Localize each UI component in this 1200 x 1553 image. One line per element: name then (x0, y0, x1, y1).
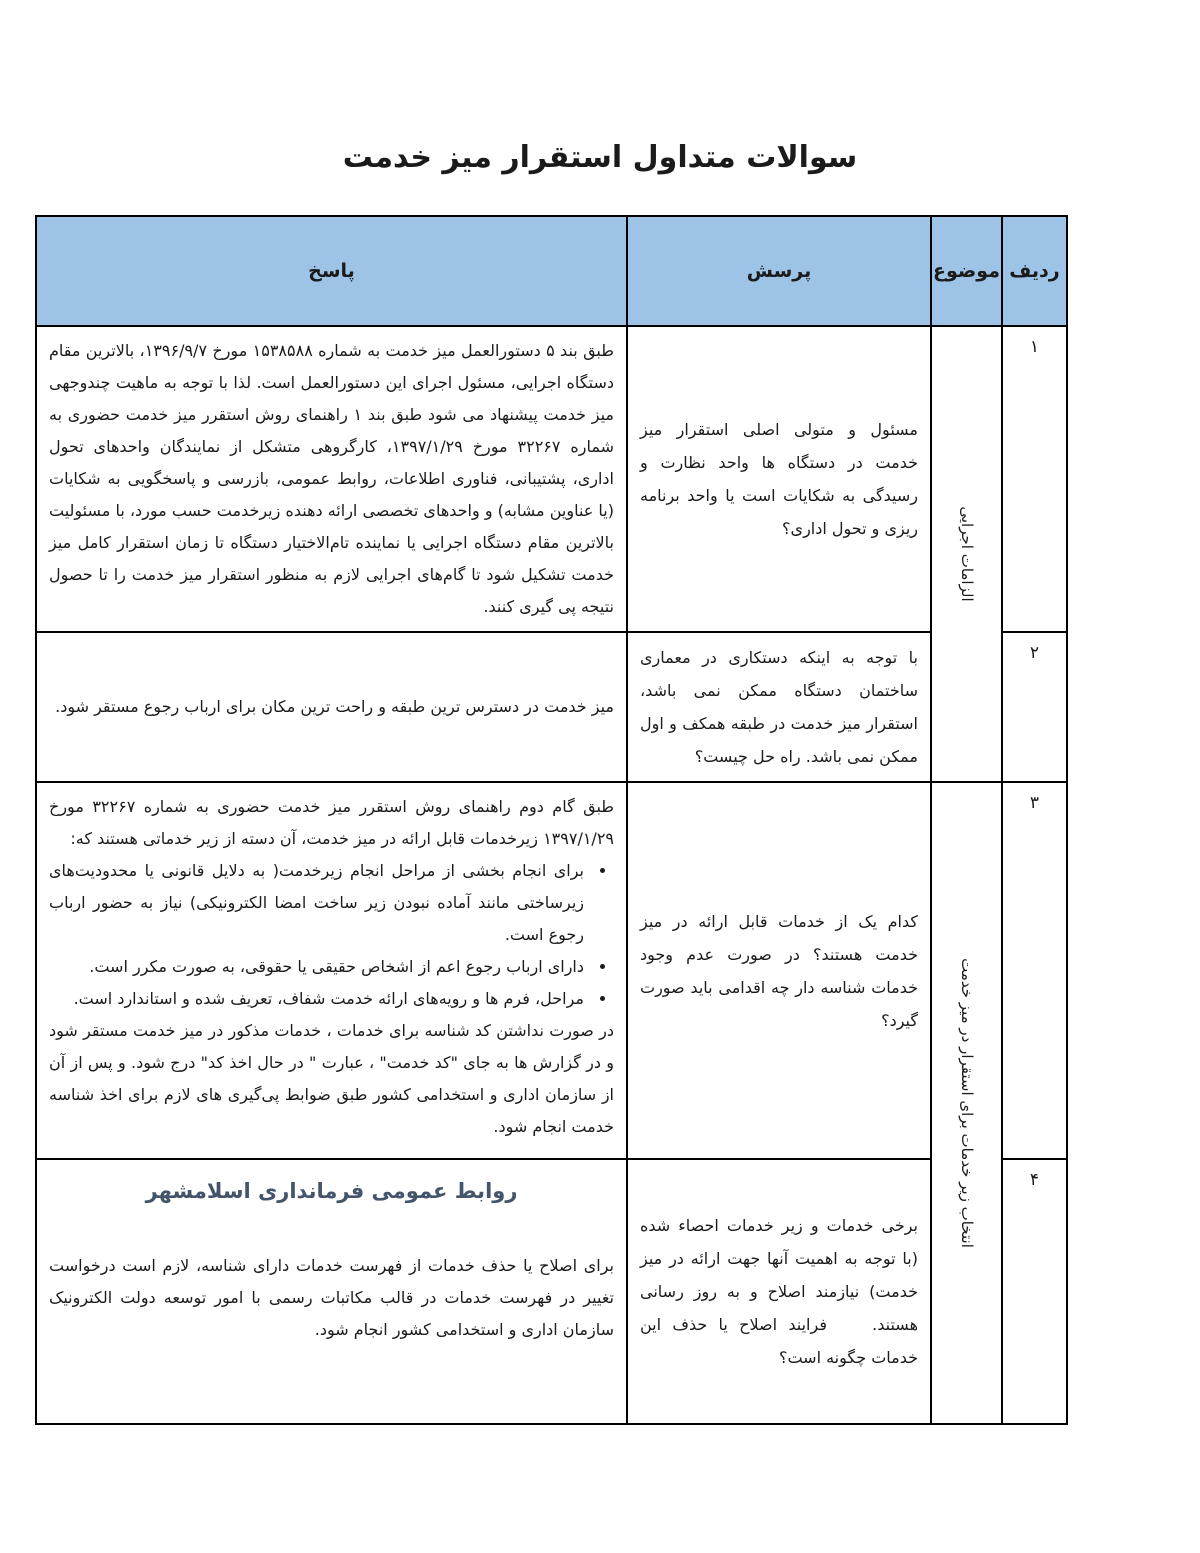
answer-heading: روابط عمومی فرمانداری اسلامشهر (145, 1179, 518, 1203)
header-cell-answer: پاسخ (36, 216, 627, 326)
faq-table (35, 215, 1068, 1425)
header-cell-question: پرسش (627, 216, 931, 326)
answer-text: طبق بند ۵ دستورالعمل میز خدمت به شماره ۱۵۳۸۵۸۸ مورخ ۱۳۹۶/۹/۷، بالاترین مقام دستگاه اجرایی، مسئول اجرای این دستورالعمل است. لذا با توجه به ماهیت چندوجهی میز خدمت پیشنهاد می شود طبق بند ۱ راهنمای روش استقرر میز خدمت حضوری به شماره ۳۲۲۶۷ مورخ ۱۳۹۷/۱/۲۹، کارگروهی متشکل از نمایندگان واحدهای تحول اداری، پشتیبانی، فناوری اطلاعات، روابط عمومی، بازرسی و پاسخگویی به شکایات (یا عناوین مشابه) و واحدهای تخصصی ارائه دهنده زیرخدمت حسب مورد، با مسئولیت بالاترین مقام دستگاه اجرایی یا نماینده تام‌الاختیار دستگاه تا زمان استقرار کامل میز خدمت تشکیل شود تا گام‌های اجرایی لازم به منظور استقرار میز خدمت را تا حصول نتیجه پی گیری کنند. (49, 341, 615, 616)
page-title: سوالات متداول استقرار میز خدمت (342, 140, 858, 175)
header-cell-subject: موضوع (931, 216, 1002, 326)
table-row (36, 632, 1067, 782)
question-text: کدام یک از خدمات قابل ارائه در میز خدمت هستند؟ در صورت عدم وجود خدمات شناسه دار چه اقدامی باید صورت گیرد؟ (640, 911, 918, 1030)
table-row (36, 1159, 1067, 1424)
bullet-item: • دارای ارباب رجوع اعم از اشخاص حقیقی یا حقوقی، به صورت مکرر است. (49, 951, 588, 983)
row-number: ۱ (1002, 326, 1067, 632)
bullet-item: • برای انجام بخشی از مراحل انجام زیرخدمت( به دلایل قانونی یا محدودیت‌های زیرساختی مانند آماده نبودن زیر ساخت امضا الکترونیکی) نیاز به حضور ارباب رجوع است. (49, 855, 588, 951)
vertical-subject-label: الزامات اجرایی (957, 506, 976, 602)
bullet-item: • مراحل، فرم ها و رویه‌های ارائه خدمت شفاف، تعریف شده و استاندارد است. (49, 983, 588, 1015)
row-number: ۳ (1002, 782, 1067, 1159)
answer-cell (36, 1159, 627, 1424)
answer-intro: طبق گام دوم راهنمای روش استقرر میز خدمت حضوری به شماره ۳۲۲۶۷ مورخ ۱۳۹۷/۱/۲۹ زیرخدمات قابل ارائه در میز خدمت، آن دسته از زیر خدماتی هستند که: (49, 797, 615, 848)
answer-outro: در صورت نداشتن کد شناسه برای خدمات ، خدمات مذکور در میز خدمت مستقر شود و در گزارش ها به جای "کد خدمت" ، عبارت " در حال اخذ کد" درج شود. و پس از آن از سازمان اداری و استخدامی کشور طبق ضوابط پی‌گیری های لازم برای اخذ شناسه خدمت انجام شود. (49, 1021, 614, 1136)
answer-cell (36, 632, 627, 782)
answer-cell (36, 782, 627, 1159)
question-cell (627, 326, 931, 632)
row-number: ۴ (1002, 1159, 1067, 1424)
question-cell (627, 632, 931, 782)
question-cell (627, 1159, 931, 1424)
subject-cell (931, 326, 1002, 782)
question-text: مسئول و متولی اصلی استقرار میز خدمت در دستگاه ها واحد نظارت و رسیدگی به شکایات است یا واحد برنامه ریزی و تحول اداری؟ (640, 420, 918, 538)
row-number: ۲ (1002, 632, 1067, 782)
subject-cell (931, 782, 1002, 1424)
table-row (36, 326, 1067, 632)
table-row (36, 782, 1067, 1159)
bullet-list (49, 855, 614, 1015)
question-cell (627, 782, 931, 1159)
vertical-subject-label: انتخاب زیر خدمات برای استقرار در میز خدمت (957, 958, 976, 1248)
answer-text: میز خدمت در دسترس ترین طبقه و راحت ترین مکان برای ارباب رجوع مستقر شود. (55, 697, 614, 716)
table-header-row (36, 216, 1067, 326)
header-cell-row: ردیف (1002, 216, 1067, 326)
answer-text: برای اصلاح یا حذف خدمات از فهرست خدمات دارای شناسه، لازم است درخواست تغییر در فهرست خدمات در قالب مکاتبات رسمی با امور توسعه دولت الکترونیک سازمان اداری و استخدامی کشور انجام شود. (49, 1256, 614, 1339)
question-text: برخی خدمات و زیر خدمات احصاء شده (با توجه به اهمیت آنها جهت ارائه در میز خدمت) نیازمند اصلاح و به روز رسانی هستند. فرایند اصلاح یا حذف این خدمات چگونه است؟ (640, 1216, 918, 1367)
answer-cell (36, 326, 627, 632)
question-text: با توجه به اینکه دستکاری در معماری ساختمان دستگاه ممکن نمی باشد، استقرار میز خدمت در طبقه همکف و اول ممکن نمی باشد. راه حل چیست؟ (640, 648, 918, 766)
